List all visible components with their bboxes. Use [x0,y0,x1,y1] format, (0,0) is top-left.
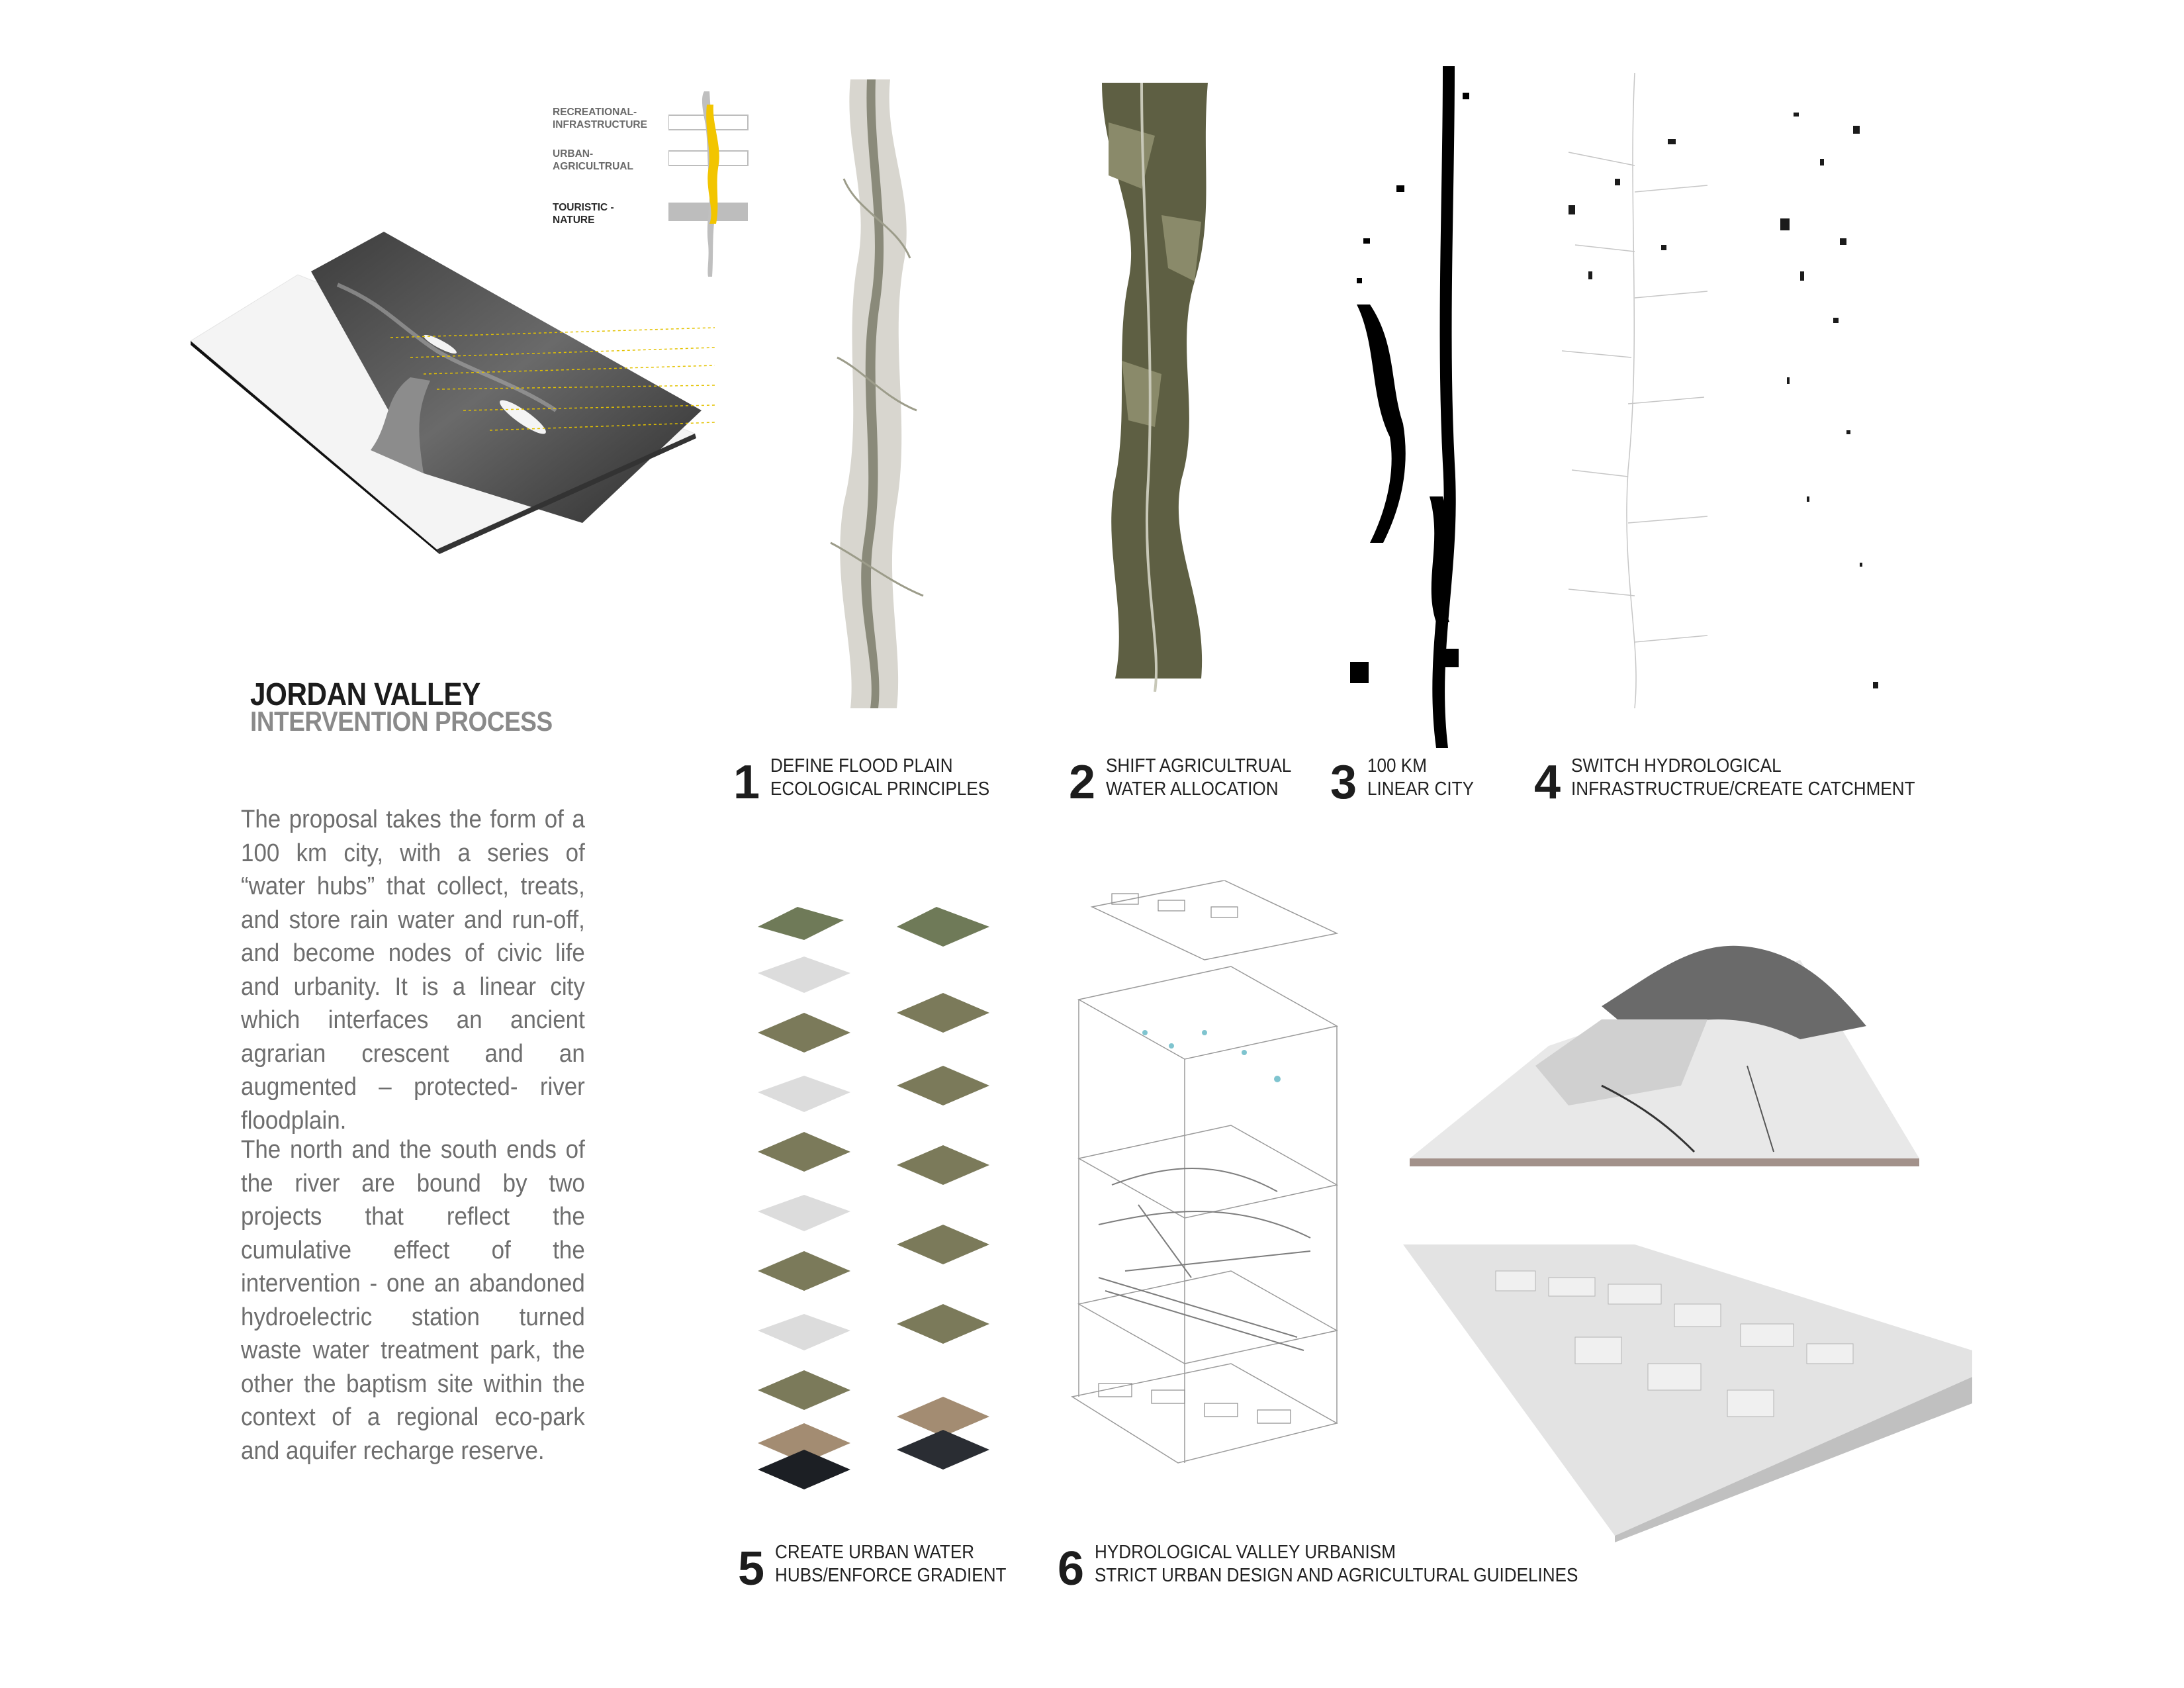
step-number: 4 [1534,756,1561,809]
zone-label-recreational: RECREATIONAL- INFRASTRUCTURE [553,107,647,130]
step-6-label: 6 HYDROLOGICAL VALLEY URBANISM STRICT URBAN DESIGN AND AGRICULTURAL GUIDELINES [1058,1542,1578,1595]
zone-label-touristic: TOURISTIC - NATURE [553,202,614,226]
description-paragraph-1: The proposal takes the form of a 100 km city, with a series of “water hubs” that collect, treats, and store rain water and run-off, and become nodes of civic life and urbanity. It is a linear city which interfaces an ancient agrarian crescent and an augmented – protected- river floodplain. [241,806,585,1135]
zone-label-urban: URBAN- AGRICULTRUAL [553,148,633,172]
linear-city-strip-map [1343,66,1496,748]
agricultural-strip-map [1102,83,1234,692]
step-5-label: 5 CREATE URBAN WATER HUBS/ENFORCE GRADIENT [738,1542,1007,1595]
flood-plain-strip-map [804,79,963,708]
step-3-label: 3 100 KM LINEAR CITY [1330,755,1475,809]
step-number: 6 [1058,1542,1085,1595]
zone-map [553,85,764,283]
river-corridor-diagram [668,85,768,283]
step-number: 2 [1069,756,1096,809]
hydrological-strip-map-b [1741,99,1893,708]
step-1-label: 1 DEFINE FLOOD PLAIN ECOLOGICAL PRINCIPLES [733,755,990,809]
hydrological-strip-map-a [1562,73,1714,708]
step-2-label: 2 SHIFT AGRICULTRUAL WATER ALLOCATION [1069,755,1292,809]
step-number: 3 [1330,756,1357,809]
urban-massing-model-2 [1396,1231,1979,1542]
exploded-urban-axonometric [1059,880,1370,1476]
exploded-terrain-layers [745,900,1023,1496]
step-4-label: 4 SWITCH HYDROLOGICAL INFRASTRUCTRUE/CREATE CATCHMENT [1534,755,1915,809]
description-paragraph-2: The north and the south ends of the river are bound by two projects that reflect the cumulative effect of the intervention - one an abandoned hydroelectric station turned waste water treatment park, the other the baptism site within the context of a regional eco-park and aquifer recharge reserve. [241,1136,585,1465]
urban-massing-model-1 [1403,933,1926,1172]
page-subtitle: INTERVENTION PROCESS [250,706,553,737]
step-number: 5 [738,1542,765,1595]
step-number: 1 [733,756,760,809]
page-title: JORDAN VALLEY [250,677,480,712]
